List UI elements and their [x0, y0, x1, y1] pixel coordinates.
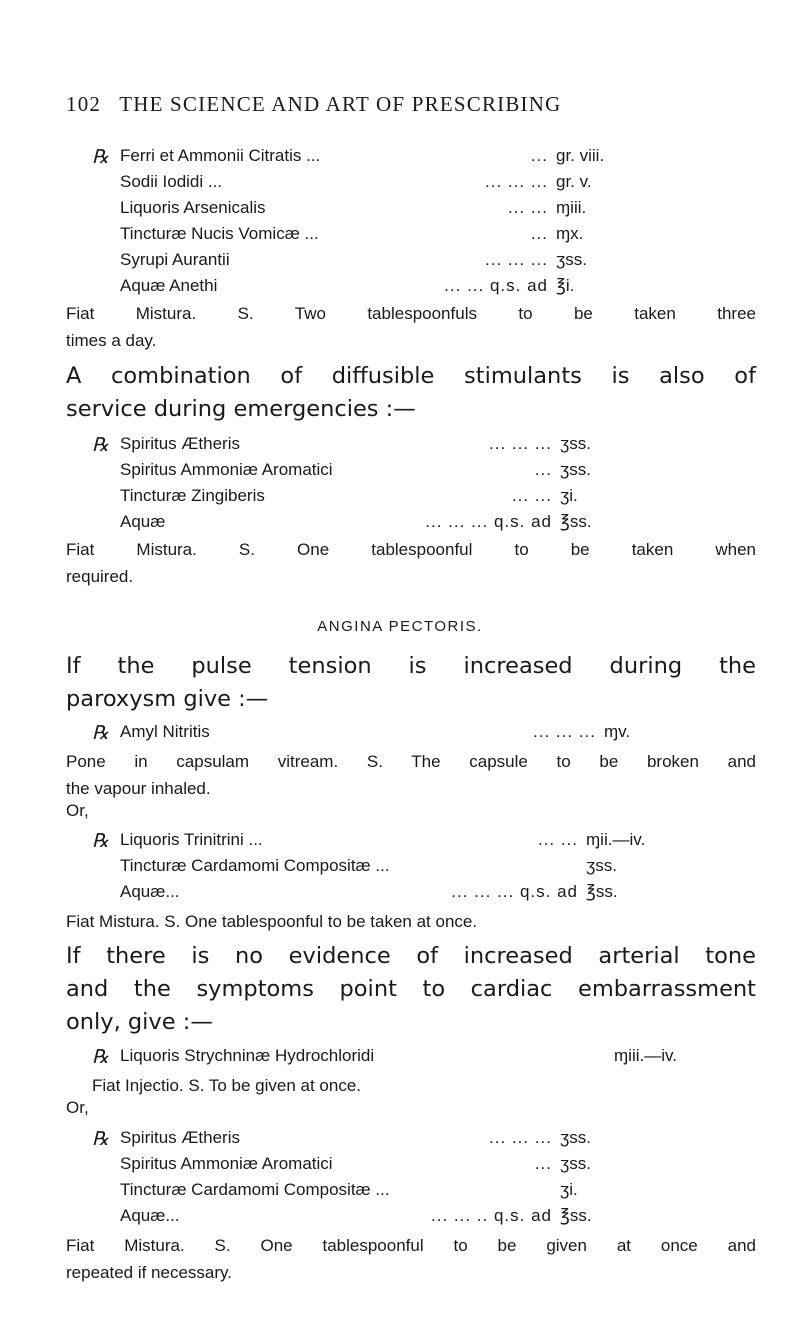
directions-line: Fiat Injectio. S. To be given at once.	[92, 1076, 362, 1095]
ingredient-line	[0, 250, 800, 276]
leader-dots: ... ... ... q.s. ad	[451, 882, 578, 901]
leader-dots: ... ... ...	[489, 1128, 552, 1147]
directions-line: the vapour inhaled.	[66, 779, 211, 798]
leader-dots: ...	[530, 146, 548, 165]
prescription-2-directions	[66, 536, 756, 590]
ingredient-line	[0, 856, 800, 882]
ingredient-quantity: ℥i.	[556, 276, 575, 295]
ingredient-quantity: ʒss.	[560, 1128, 591, 1147]
ingredient-quantity: ℥ss.	[560, 1206, 592, 1225]
directions-line: Fiat Mistura. S. Two tablespoonfuls to be taken three	[66, 304, 756, 323]
ingredient-line	[0, 460, 800, 486]
ingredient-quantity: ʒi.	[560, 1180, 578, 1199]
prescription-1	[0, 146, 800, 302]
paragraph-line: service during emergencies :—	[66, 396, 416, 422]
ingredient-quantity: ɱx.	[556, 224, 584, 243]
ingredient-name: Amyl Nitritis	[120, 722, 210, 741]
ingredient-name: Spiritus Ætheris	[120, 1128, 240, 1147]
ingredient-quantity: ʒss.	[560, 434, 591, 453]
recipe-symbol: ℞	[92, 147, 110, 168]
ingredient-quantity: ℥ss.	[586, 882, 618, 901]
prescription-4	[0, 830, 800, 908]
ingredient-name: Tincturæ Cardamomi Compositæ ...	[120, 1180, 390, 1199]
ingredient-quantity: gr. viii.	[556, 146, 605, 165]
ingredient-line	[0, 1180, 800, 1206]
running-title: THE SCIENCE AND ART OF PRESCRIBING	[119, 92, 562, 116]
paragraph-cardiac-embarrassment	[66, 940, 756, 1039]
ingredient-line	[0, 722, 800, 748]
running-header	[66, 92, 756, 117]
leader-dots: ... ...	[511, 486, 552, 505]
prescription-5	[0, 1046, 800, 1072]
leader-dots: ... ... ... q.s. ad	[425, 512, 552, 531]
ingredient-name: Spiritus Ætheris	[120, 434, 240, 453]
leader-dots: ... ... q.s. ad	[444, 276, 548, 295]
paragraph-line: A combination of diffusible stimulants is also of	[66, 363, 756, 389]
ingredient-name: Liquoris Trinitrini ...	[120, 830, 263, 849]
paragraph-line: If there is no evidence of increased arterial tone	[66, 943, 756, 969]
ingredient-quantity: ʒss.	[560, 1154, 591, 1173]
leader-dots: ...	[530, 224, 548, 243]
ingredient-name: Tincturæ Zingiberis	[120, 486, 265, 505]
ingredient-line	[0, 1128, 800, 1154]
ingredient-name: Syrupi Aurantii	[120, 250, 230, 269]
paragraph-line: only, give :—	[66, 1009, 213, 1035]
ingredient-name: Ferri et Ammonii Citratis ...	[120, 146, 321, 165]
recipe-symbol: ℞	[92, 831, 110, 852]
leader-dots: ... ... ...	[485, 172, 548, 191]
ingredient-line	[0, 830, 800, 856]
ingredient-line	[0, 224, 800, 250]
prescription-6	[0, 1128, 800, 1232]
ingredient-quantity: ɱiii.	[556, 198, 587, 217]
ingredient-name: Liquoris Strychninæ Hydrochloridi	[120, 1046, 375, 1065]
recipe-symbol: ℞	[92, 1129, 110, 1150]
leader-dots: ... ... .. q.s. ad	[431, 1206, 552, 1225]
directions-line: required.	[66, 567, 134, 586]
ingredient-quantity: ɱii.—iv.	[586, 830, 646, 849]
ingredient-name: Tincturæ Nucis Vomicæ ...	[120, 224, 319, 243]
ingredient-name: Spiritus Ammoniæ Aromatici	[120, 1154, 333, 1173]
leader-dots: ... ... ...	[485, 250, 548, 269]
ingredient-line	[0, 146, 800, 172]
prescription-4-directions	[66, 908, 756, 935]
prescription-6-directions	[66, 1232, 756, 1286]
directions-line: Fiat Mistura. S. One tablespoonful to be taken at once.	[66, 912, 478, 931]
page-number: 102	[66, 92, 102, 116]
ingredient-name: Sodii Iodidi ...	[120, 172, 223, 191]
ingredient-quantity: ℥ss.	[560, 512, 592, 531]
prescription-5-directions	[92, 1072, 752, 1099]
directions-line: Fiat Mistura. S. One tablespoonful to be given at once and	[66, 1236, 756, 1255]
ingredient-line	[0, 486, 800, 512]
ingredient-name: Liquoris Arsenicalis	[120, 198, 266, 217]
directions-line: Fiat Mistura. S. One tablespoonful to be taken when	[66, 540, 756, 559]
leader-dots: ...	[534, 460, 552, 479]
recipe-symbol: ℞	[92, 435, 110, 456]
ingredient-line	[0, 172, 800, 198]
ingredient-line	[0, 1154, 800, 1180]
paragraph-line: If the pulse tension is increased during the	[66, 653, 756, 679]
ingredient-name: Aquæ...	[120, 882, 180, 901]
ingredient-quantity: ʒi.	[560, 486, 578, 505]
prescription-3-directions	[66, 748, 756, 802]
ingredient-name: Spiritus Ammoniæ Aromatici	[120, 460, 333, 479]
prescription-2	[0, 434, 800, 538]
ingredient-quantity: ʒss.	[556, 250, 587, 269]
leader-dots: ... ... ...	[489, 434, 552, 453]
ingredient-line	[0, 198, 800, 224]
alternative-or: Or,	[66, 801, 89, 820]
ingredient-line	[0, 512, 800, 538]
paragraph-diffusible-stimulants	[66, 360, 756, 426]
ingredient-line	[0, 1046, 800, 1072]
ingredient-line	[0, 1206, 800, 1232]
ingredient-quantity: ʒss.	[560, 460, 591, 479]
leader-dots: ... ... ...	[533, 722, 596, 741]
directions-line: Pone in capsulam vitream. S. The capsule to be broken and	[66, 752, 756, 771]
ingredient-quantity: ʒss.	[586, 856, 617, 875]
ingredient-name: Aquæ	[120, 512, 166, 531]
recipe-symbol: ℞	[92, 723, 110, 744]
prescription-3	[0, 722, 800, 748]
prescription-1-directions	[66, 300, 756, 354]
leader-dots: ...	[534, 1154, 552, 1173]
paragraph-line: paroxysm give :—	[66, 686, 269, 712]
ingredient-quantity: ɱv.	[604, 722, 631, 741]
ingredient-line	[0, 434, 800, 460]
ingredient-quantity: ɱiii.—iv.	[614, 1046, 677, 1065]
directions-line: repeated if necessary.	[66, 1263, 232, 1282]
leader-dots: ... ...	[537, 830, 578, 849]
leader-dots: ... ...	[507, 198, 548, 217]
ingredient-quantity: gr. v.	[556, 172, 592, 191]
ingredient-line	[0, 276, 800, 302]
ingredient-name: Aquæ Anethi	[120, 276, 218, 295]
ingredient-name: Aquæ...	[120, 1206, 180, 1225]
ingredient-line	[0, 882, 800, 908]
directions-line: times a day.	[66, 331, 157, 350]
ingredient-name: Tincturæ Cardamomi Compositæ ...	[120, 856, 390, 875]
recipe-symbol: ℞	[92, 1047, 110, 1068]
alternative-or: Or,	[66, 1098, 89, 1117]
paragraph-pulse-tension	[66, 650, 756, 716]
section-heading: ANGINA PECTORIS.	[317, 618, 483, 635]
paragraph-line: and the symptoms point to cardiac embarrassment	[66, 976, 756, 1002]
